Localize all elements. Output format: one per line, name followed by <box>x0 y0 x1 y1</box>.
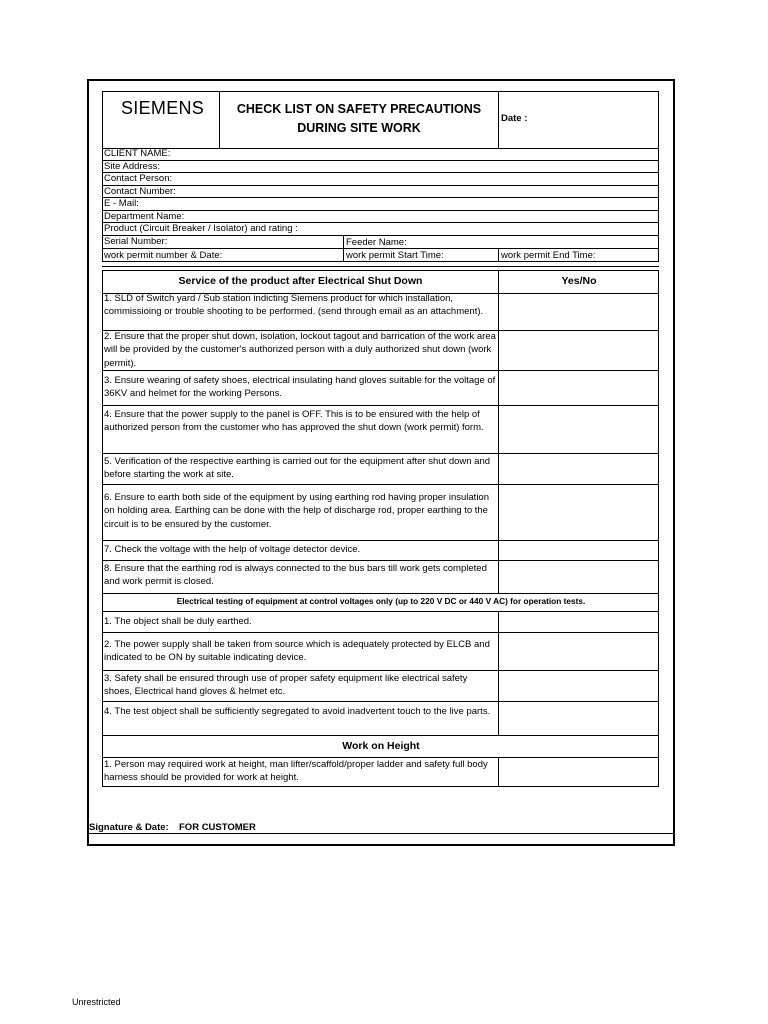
department-field[interactable]: Department Name: <box>104 211 185 222</box>
checklist-item: 2. Ensure that the proper shut down, isolation, lockout tagout and barrication of the work area will be provided by the customer's authorized person with a duly authorized shut down (work permit). <box>104 331 496 369</box>
checklist-item: 7. Check the voltage with the help of voltage detector device. <box>104 544 361 555</box>
yes-no-column-divider <box>498 611 499 735</box>
product-field[interactable]: Product (Circuit Breaker / Isolator) and rating : <box>104 223 298 234</box>
checklist-item: 3. Safety shall be ensured through use of proper safety equipment like electrical safety shoes, Electrical hand gloves & helmet etc. <box>104 673 468 698</box>
yes-no-column-divider <box>498 757 499 787</box>
row-line <box>102 405 659 406</box>
row-line <box>102 701 659 702</box>
email-field[interactable]: E - Mail: <box>104 198 139 209</box>
row-line <box>102 370 659 371</box>
row-line <box>102 172 659 173</box>
divider <box>343 235 344 262</box>
client-name-field[interactable]: CLIENT NAME: <box>104 148 171 159</box>
permit-number-field[interactable]: work permit number & Date: <box>104 250 223 261</box>
row-line <box>102 560 659 561</box>
row-line <box>102 453 659 454</box>
signature-line <box>87 833 675 834</box>
title-line-1: CHECK LIST ON SAFETY PRECAUTIONS <box>236 102 482 116</box>
yes-no-column-divider <box>498 270 499 594</box>
row-line <box>102 735 659 736</box>
row-line <box>102 670 659 671</box>
checklist-item: 1. The object shall be duly earthed. <box>104 616 252 627</box>
row-line <box>102 632 659 633</box>
feeder-name-field[interactable]: Feeder Name: <box>346 237 407 248</box>
contact-person-field[interactable]: Contact Person: <box>104 173 173 184</box>
row-line <box>102 197 659 198</box>
title-line-2: DURING SITE WORK <box>297 121 421 135</box>
contact-number-field[interactable]: Contact Number: <box>104 186 176 197</box>
checklist-item: 5. Verification of the respective earthing is carried out for the equipment after shut down and before starting the work at site. <box>104 456 491 481</box>
checklist-item: 8. Ensure that the earthing rod is always connected to the bus bars till work gets completed and work permit is closed. <box>104 563 487 588</box>
permit-end-field[interactable]: work permit End Time: <box>501 250 596 261</box>
permit-start-field[interactable]: work permit Start Time: <box>346 250 444 261</box>
checklist-item: 4. The test object shall be sufficiently segregated to avoid inadvertent touch to the live parts. <box>104 706 491 717</box>
classification-label: Unrestricted <box>72 997 121 1007</box>
company-logo: SIEMENS <box>121 98 205 118</box>
site-address-field[interactable]: Site Address: <box>104 161 160 172</box>
checklist-item: 1. Person may required work at height, man lifter/scaffold/proper ladder and safety full body harness should be provided for work at height. <box>104 759 488 784</box>
serial-number-field[interactable]: Serial Number: <box>104 236 168 247</box>
checklist-item: 2. The power supply shall be taken from source which is adequately protected by ELCB and indicated to be ON by suitable indicating device. <box>104 639 490 664</box>
row-line <box>102 484 659 485</box>
signature-label: Signature & Date: <box>89 822 169 833</box>
yes-no-heading: Yes/No <box>561 275 597 287</box>
row-line <box>102 593 659 594</box>
checklist-item: 1. SLD of Switch yard / Sub station indicting Siemens product for which installation, commissioing or trouble shooting to be performed. (send through email as an attachment). <box>104 293 484 318</box>
row-line <box>102 210 659 211</box>
row-line <box>102 611 659 612</box>
row-line <box>102 540 659 541</box>
section1-heading: Service of the product after Electrical Shut Down <box>178 275 423 287</box>
for-customer-label: FOR CUSTOMER <box>179 822 256 833</box>
checklist-item: 6. Ensure to earth both side of the equipment by using earthing rod having proper insulation on holding area. Earthing can be done with the help of discharge rod, proper earthing to the circuit is to be ensured by the customer. <box>104 492 490 530</box>
separator-line <box>102 266 659 267</box>
checklist-item: 3. Ensure wearing of safety shoes, electrical insulating hand gloves suitable for the voltage of 36KV and helmet for the working Persons. <box>104 375 496 400</box>
checklist-item: 4. Ensure that the power supply to the panel is OFF. This is to be ensured with the help of authorized person from the customer who has approved the shut down (work permit) form. <box>104 409 484 434</box>
page-title <box>220 100 498 138</box>
row-line <box>102 185 659 186</box>
row-line <box>102 160 659 161</box>
divider <box>498 248 499 262</box>
divider <box>498 91 499 149</box>
section2-heading: Electrical testing of equipment at control voltages only (up to 220 V DC or 440 V AC) for operation tests. <box>176 596 586 606</box>
date-label: Date : <box>501 113 528 124</box>
section3-heading: Work on Height <box>342 740 420 752</box>
